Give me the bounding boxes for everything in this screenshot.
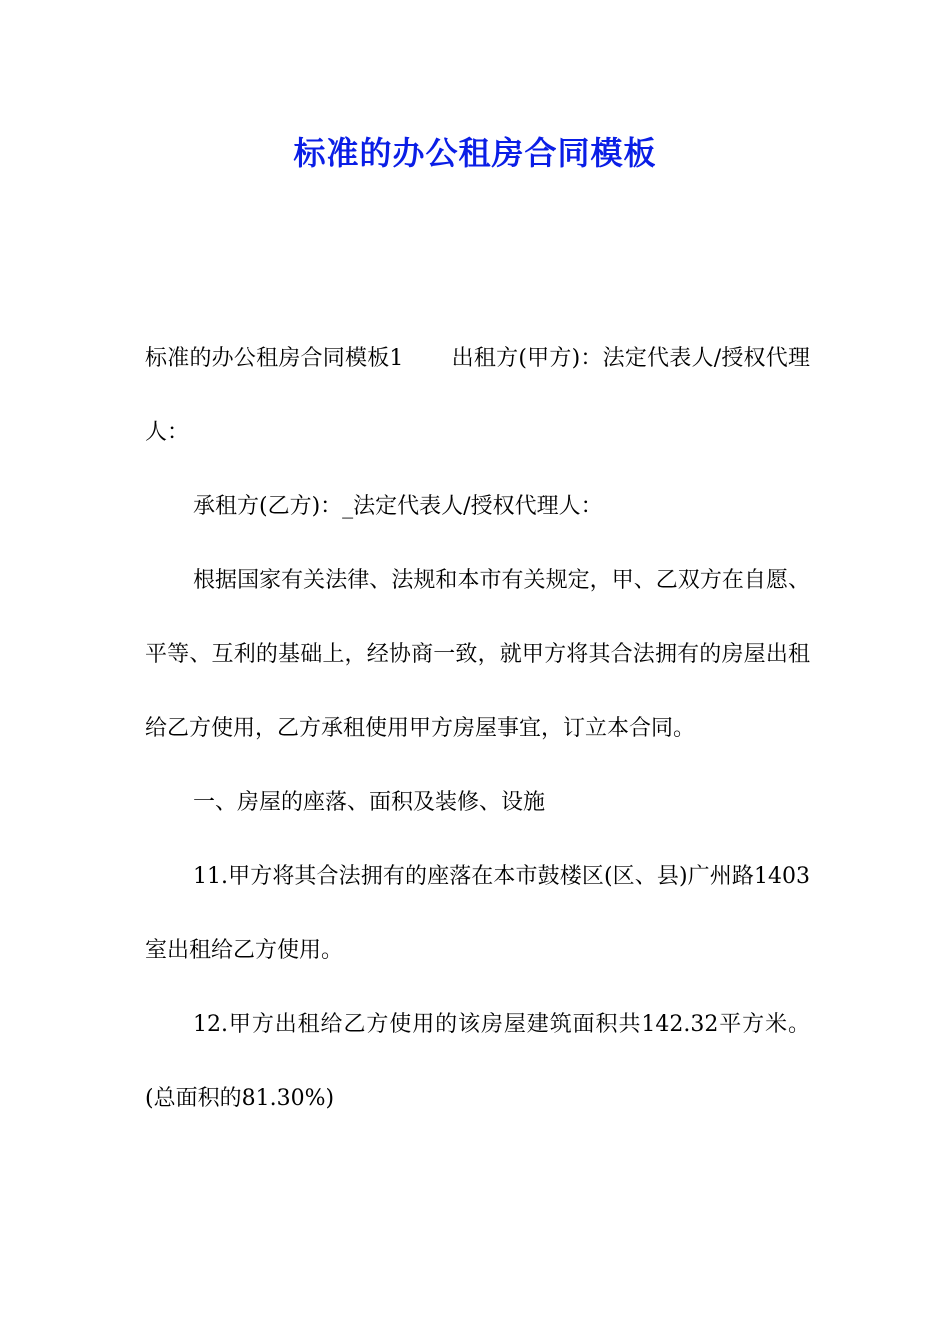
document-body xyxy=(145,322,810,1136)
document-title: 标准的办公租房合同模板 xyxy=(293,134,657,172)
clause-paragraph: 12.甲方出租给乙方使用的该房屋建筑面积共142.32平方米。(总面积的81.30%) xyxy=(145,1012,810,1111)
opening-paragraph xyxy=(145,322,810,470)
section-heading: 一、房屋的座落、面积及装修、设施 xyxy=(193,790,546,815)
template-label: 标准的办公租房合同模板1 xyxy=(145,346,404,371)
lessee-paragraph: 承租方(乙方)：_法定代表人/授权代理人： xyxy=(193,494,603,519)
lessor-text: 出租方(甲方)：法定代表人/授权代理人： xyxy=(145,346,810,445)
preamble-paragraph: 根据国家有关法律、法规和本市有关规定，甲、乙双方在自愿、平等、互利的基础上，经协商一致，就甲方将其合法拥有的房屋出租给乙方使用，乙方承租使用甲方房屋事宜，订立本合同。 xyxy=(145,568,810,741)
clause-paragraph: 11.甲方将其合法拥有的座落在本市鼓楼区(区、县)广州路1403室出租给乙方使用。 xyxy=(145,864,810,963)
